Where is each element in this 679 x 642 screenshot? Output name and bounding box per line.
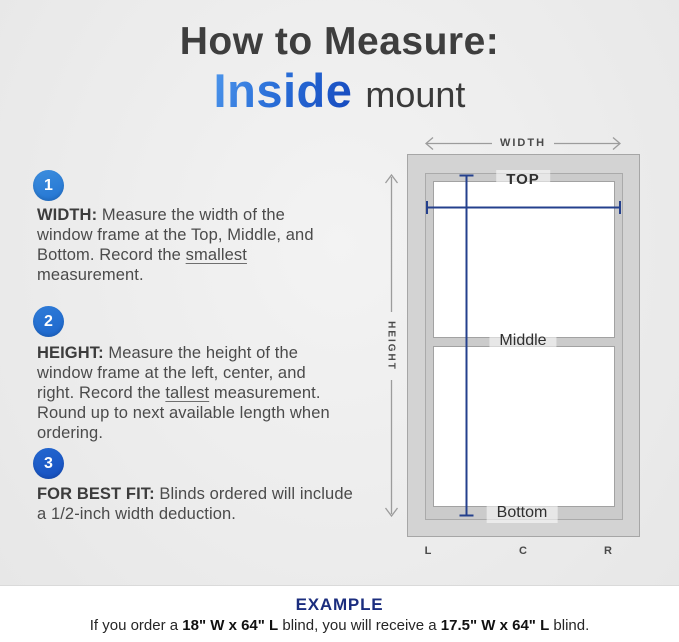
step-3-label: FOR BEST FIT: <box>37 485 155 503</box>
step-1-line4: measurement. <box>37 266 144 284</box>
title-suffix-mount: mount <box>365 74 466 115</box>
title-line1: How to Measure: <box>179 20 500 63</box>
step-1-underlined-word: smallest <box>185 246 247 264</box>
step-2-label: HEIGHT: <box>37 344 104 362</box>
window-pane-bottom <box>433 346 615 507</box>
page-title <box>0 22 679 118</box>
step-3-text <box>37 484 382 524</box>
step-2-underlined-word: tallest <box>165 384 210 402</box>
step-3-line1: Blinds ordered will include <box>154 485 353 503</box>
right-mark-label: R <box>604 545 612 557</box>
step-3-line2: a 1/2-inch width deduction. <box>37 505 236 523</box>
left-mark-label: L <box>424 545 432 557</box>
height-arrowhead-top-icon <box>386 175 398 183</box>
step-3-badge: 3 <box>33 448 64 479</box>
step-1-badge: 1 <box>33 170 64 201</box>
step-2-line4: Round up to next available length when <box>37 404 330 422</box>
top-position-label: TOP <box>496 170 550 189</box>
window-pane-top <box>433 181 615 338</box>
step-1-line2: window frame at the Top, Middle, and <box>37 226 314 244</box>
middle-position-label: Middle <box>489 331 556 351</box>
title-highlight-inside: Inside <box>213 64 353 117</box>
step-2-line3: right. Record the <box>37 384 166 402</box>
width-arrowhead-left-icon <box>426 138 433 150</box>
step-2-line5: ordering. <box>37 424 104 442</box>
example-part1: If you order a <box>89 617 183 634</box>
width-arrowhead-right-icon <box>613 138 620 150</box>
center-mark-label: C <box>519 545 527 557</box>
bottom-position-label: Bottom <box>487 503 558 523</box>
step-2-text <box>37 343 382 443</box>
title-line2 <box>0 63 679 118</box>
example-part2: blind, you will receive a <box>278 617 441 634</box>
step-1-line3: Bottom. Record the <box>37 246 186 264</box>
step-2-line1: Measure the height of the <box>103 344 299 362</box>
height-arrow-label: HEIGHT <box>385 321 397 371</box>
step-1-text <box>37 205 382 285</box>
example-sentence <box>0 617 679 634</box>
width-arrow-label: WIDTH <box>499 137 547 149</box>
example-part3: blind. <box>549 617 590 634</box>
step-1-line1: Measure the width of the <box>97 206 285 224</box>
example-heading: EXAMPLE <box>295 595 384 614</box>
step-2-line2: window frame at the left, center, and <box>37 364 306 382</box>
example-received-size: 17.5" W x 64" L <box>440 617 550 634</box>
height-arrowhead-bottom-icon <box>386 508 398 516</box>
step-1-label: WIDTH: <box>37 206 98 224</box>
example-ordered-size: 18" W x 64" L <box>182 617 279 634</box>
step-2-line3b: measurement. <box>209 384 321 402</box>
example-footer <box>0 585 679 642</box>
step-2-badge: 2 <box>33 306 64 337</box>
